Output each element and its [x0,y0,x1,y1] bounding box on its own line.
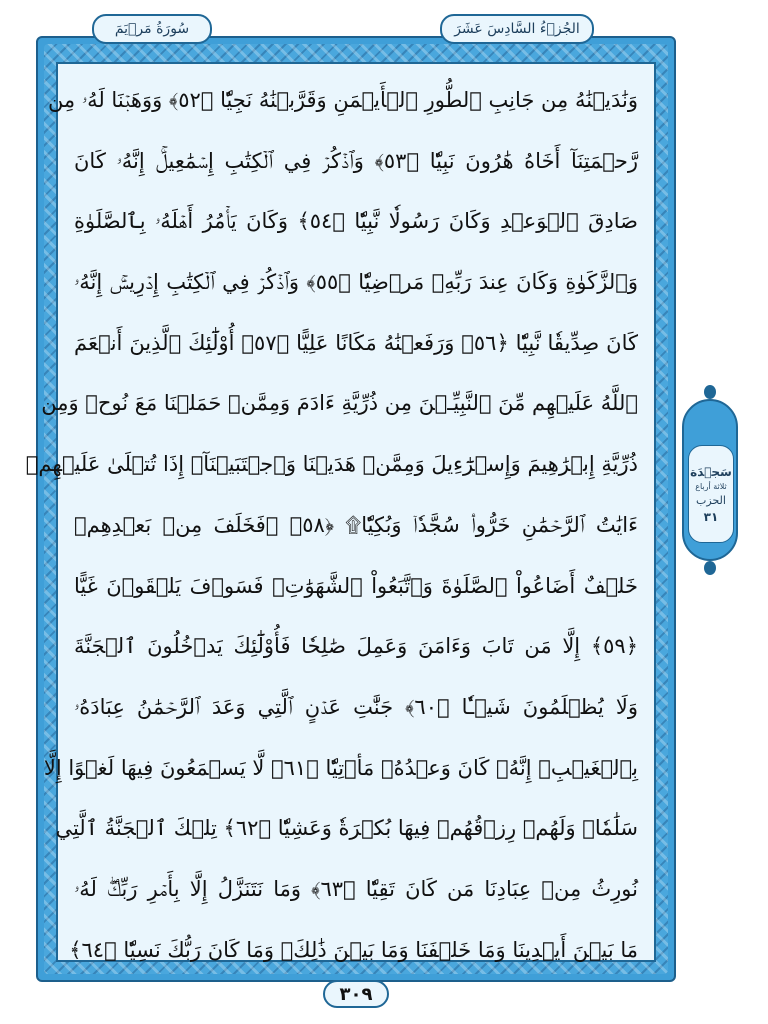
surah-name: سُورَةُ مَرۡيَمَ [114,21,190,37]
marker-label-box [688,445,734,543]
verse-lines [25,70,639,980]
page-number: ٣٠٩ [339,983,373,1005]
surah-name-plate [92,14,212,44]
quarter-label: ثلاثة أرباع [695,481,727,491]
verse-line: رَّحۡمَتِنَآ أَخَاهُ هَٰرُونَ نَبِيّٗا ﴿٥٣﴾ وَٱذۡكُرۡ فِي ٱلۡكِتَٰبِ إِسۡمَٰعِيلَۚ إِنَّهُۥ كَانَ [74,148,638,173]
juz-name: الجُزۡءُ السَّادِسَ عَشَرَ [454,21,580,37]
verse-line: خَلۡفٌ أَضَاعُواْ ٱلصَّلَوٰةَ وَٱتَّبَعُواْ ٱلشَّهَوَٰتِۖ فَسَوۡفَ يَلۡقَوۡنَ غَيًّا [74,573,638,598]
verse-line: ءَايَٰتُ ٱلرَّحۡمَٰنِ خَرُّواْۤ سُجَّدٗاۤ وَبُكِيّٗا۩ ﴿٥٨﴾ ۞فَخَلَفَ مِنۢ بَعۡدِهِمۡ [74,512,638,537]
page-number-plate [323,980,389,1008]
hizb-label: الحزب [696,493,726,507]
verse-line: سَلَٰمٗاۖ وَلَهُمۡ رِزۡقُهُمۡ فِيهَا بُكۡرَةٗ وَعَشِيّٗا ﴿٦٢﴾ تِلۡكَ ٱلۡجَنَّةُ ٱلَّتِي [55,816,638,841]
verse-line: وَنَٰدَيۡنَٰهُ مِن جَانِبِ ٱلطُّورِ ٱلۡأَيۡمَنِ وَقَرَّبۡنَٰهُ نَجِيّٗا ﴿٥٢﴾ وَوَهَبۡنَا لَهُۥ مِن [47,88,638,112]
verse-line: ذُرِّيَّةِ إِبۡرَٰهِيمَ وَإِسۡرَٰٓءِيلَ وَمِمَّنۡ هَدَيۡنَا وَٱجۡتَبَيۡنَآۚ إِذَا تُتۡلَىٰ عَلَيۡهِمۡ [25,452,638,477]
verse-line: ٱللَّهُ عَلَيۡهِم مِّنَ ٱلنَّبِيِّـۧنَ مِن ذُرِّيَّةِ ءَادَمَ وَمِمَّنۡ حَمَلۡنَا مَعَ نُوحٖ وَمِن [41,391,638,416]
marker-top-ornament-icon [704,385,716,399]
verse-line: ﴿٥٩﴾ إِلَّا مَن تَابَ وَءَامَنَ وَعَمِلَ صَٰلِحٗا فَأُوْلَٰٓئِكَ يَدۡخُلُونَ ٱلۡجَنَّةَ [74,634,638,659]
sajda-label: سَجۡدَة [690,464,732,479]
verse-line: صَادِقَ ٱلۡوَعۡدِ وَكَانَ رَسُولٗا نَّبِيّٗا ﴿٥٤﴾ وَكَانَ يَأۡمُرُ أَهۡلَهُۥ بِٱلصَّلَوٰةِ [74,209,638,234]
verse-line: وَٱلزَّكَوٰةِ وَكَانَ عِندَ رَبِّهِۦ مَرۡضِيّٗا ﴿٥٥﴾ وَٱذۡكُرۡ فِي ٱلۡكِتَٰبِ إِدۡرِيسَۚ إِنَّهُۥ [74,270,638,295]
verse-line: نُورِثُ مِنۡ عِبَادِنَا مَن كَانَ تَقِيّٗا ﴿٦٣﴾ وَمَا نَتَنَزَّلُ إِلَّا بِأَمۡرِ رَبِّكَۖ لَهُۥ [74,876,638,901]
juz-name-plate [440,14,594,44]
verse-line: بِٱلۡغَيۡبِۚ إِنَّهُۥ كَانَ وَعۡدُهُۥ مَأۡتِيّٗا ﴿٦١﴾ لَّا يَسۡمَعُونَ فِيهَا لَغۡوًا إِلَّا [43,755,638,780]
hizb-number: ٣١ [703,509,719,524]
marker-bottom-ornament-icon [704,561,716,575]
verse-line: مَا بَيۡنَ أَيۡدِينَا وَمَا خَلۡفَنَا وَمَا بَيۡنَ ذَٰلِكَۚ وَمَا كَانَ رَبُّكَ نَسِيّٗا ﴿٦٤﴾ [69,937,638,962]
verse-line: كَانَ صِدِّيقٗا نَّبِيّٗا ﴿٥٦﴾ وَرَفَعۡنَٰهُ مَكَانًا عَلِيًّا ﴿٥٧﴾ أُوْلَٰٓئِكَ ٱلَّذِينَ أَنۡعَمَ [74,330,638,355]
hizb-marker [676,385,744,575]
verse-line: وَلَا يُظۡلَمُونَ شَيۡـٔٗا ﴿٦٠﴾ جَنَّٰتِ عَدۡنٍ ٱلَّتِي وَعَدَ ٱلرَّحۡمَٰنُ عِبَادَهُۥ [74,694,639,719]
